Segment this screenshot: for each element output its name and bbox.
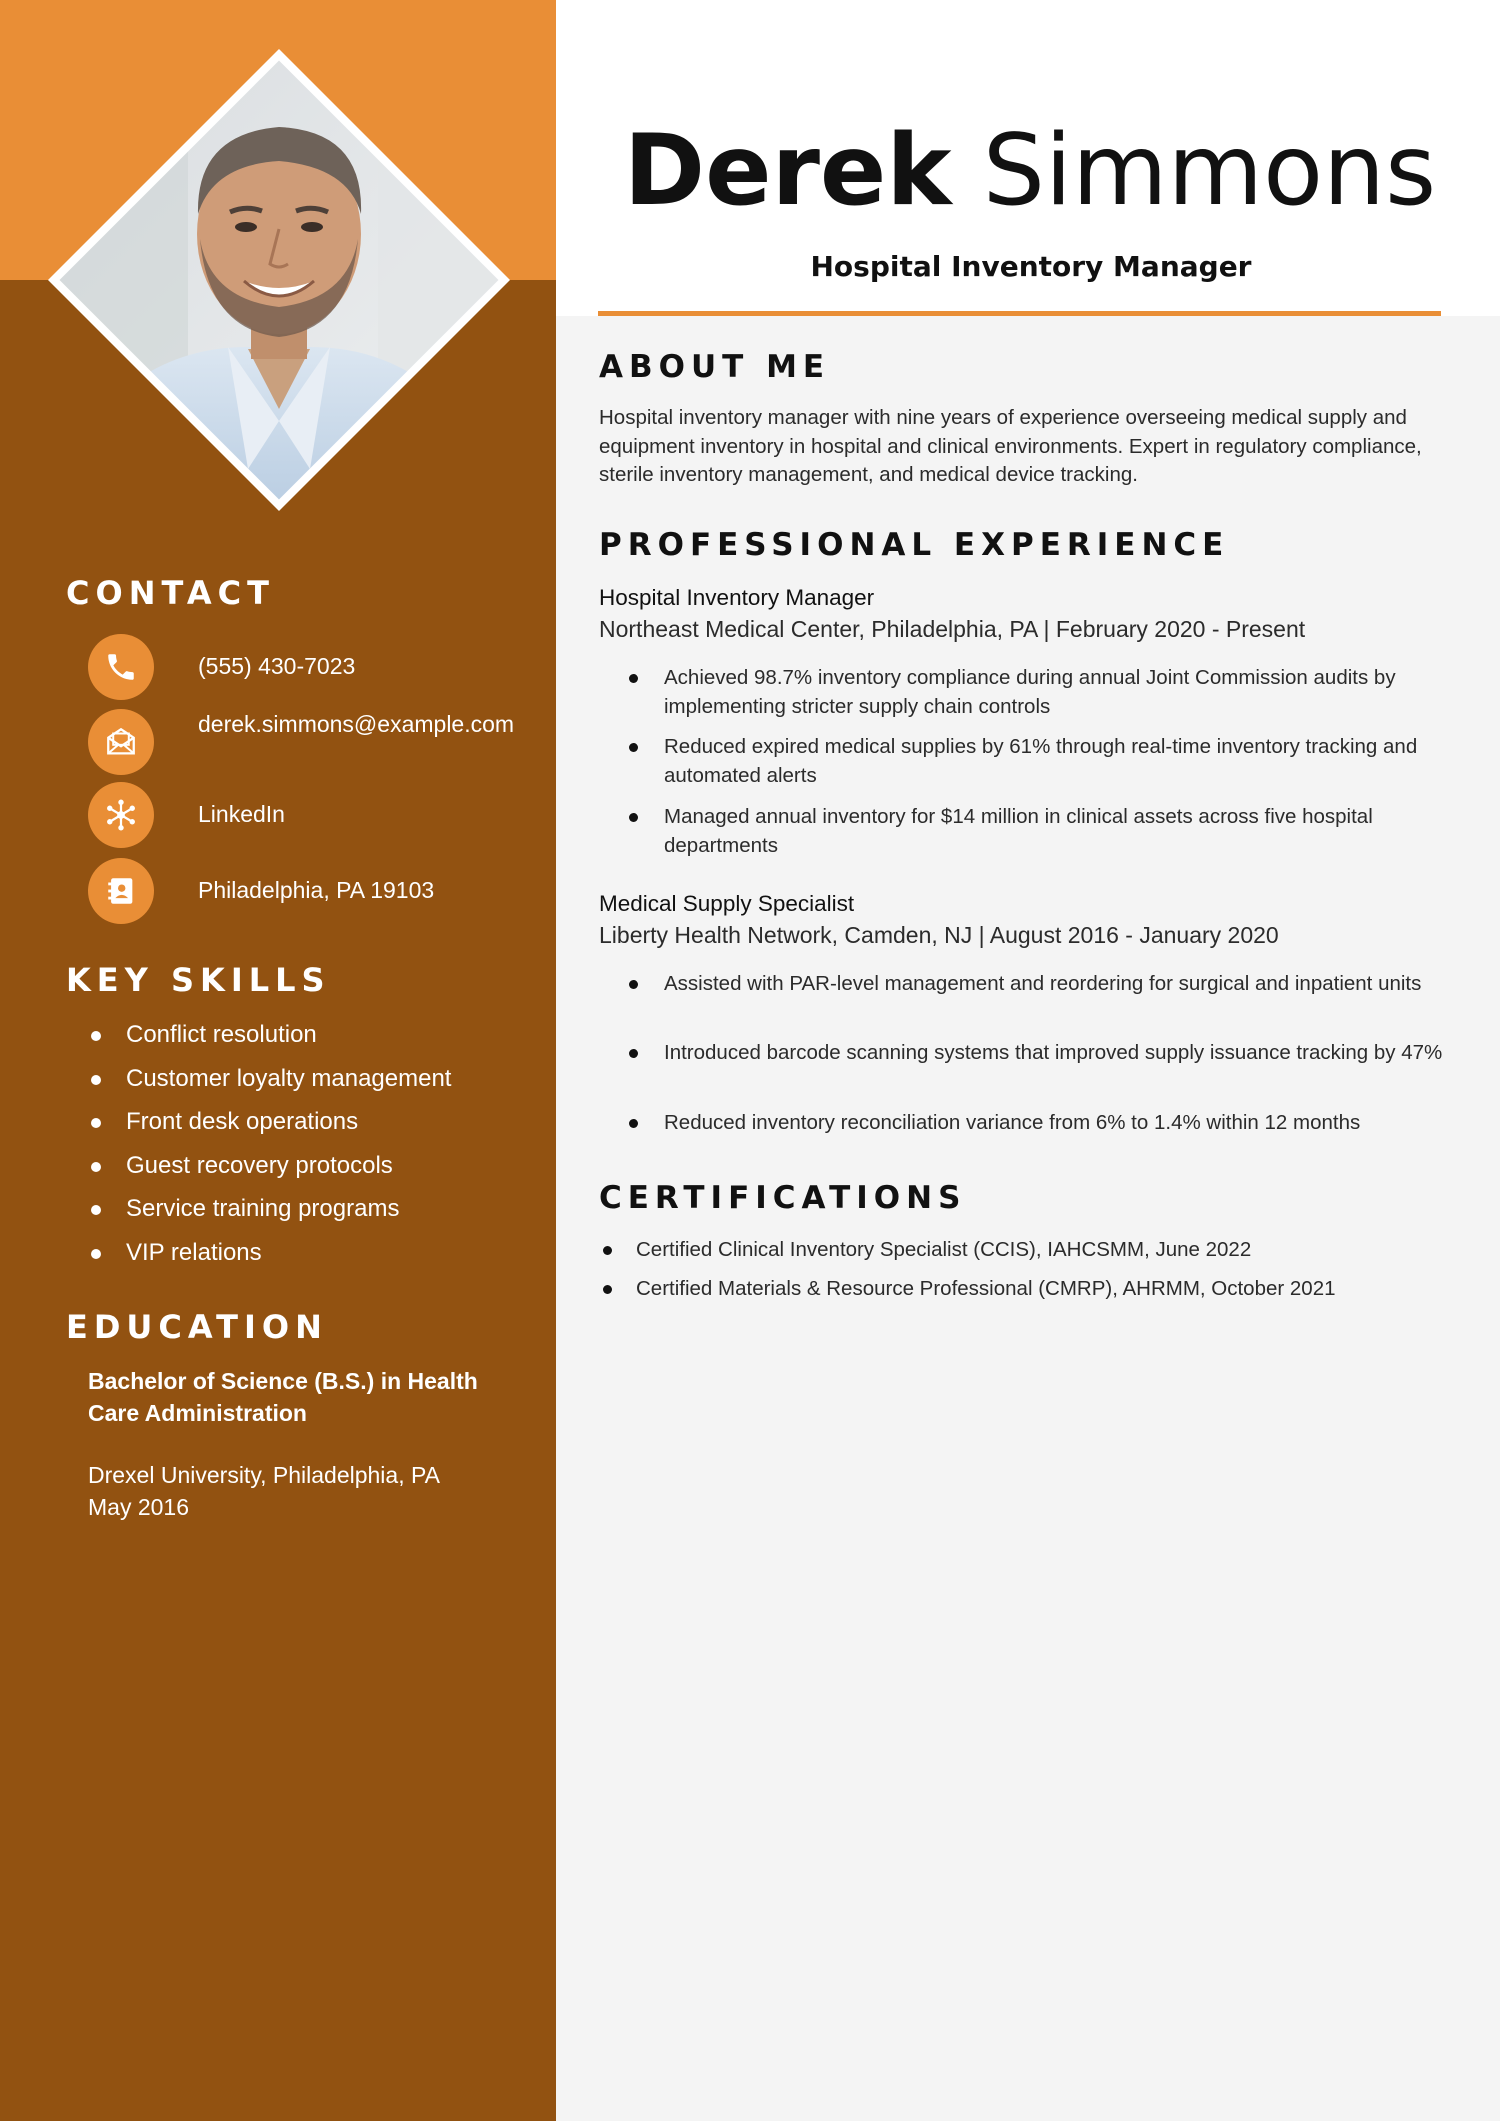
- contact-address-text: Philadelphia, PA 19103: [198, 877, 435, 903]
- candidate-name: [560, 114, 1500, 228]
- job-bullet: Assisted with PAR-level management and reordering for surgical and inpatient units: [664, 969, 1474, 998]
- job-company: Northeast Medical Center, Philadelphia, PA | February 2020 - Present: [599, 616, 1306, 642]
- contact-email: [88, 709, 515, 775]
- skills-heading: KEY SKILLS: [66, 961, 331, 999]
- job-role: Medical Supply Specialist: [599, 891, 855, 916]
- skill-item: VIP relations: [88, 1235, 451, 1279]
- job-company: Liberty Health Network, Camden, NJ | August 2016 - January 2020: [599, 922, 1279, 948]
- contact-email-text[interactable]: derek.simmons@example.com: [198, 711, 515, 737]
- skill-item: Customer loyalty management: [88, 1061, 451, 1105]
- contact-heading: CONTACT: [66, 574, 275, 612]
- certification-item: Certified Clinical Inventory Specialist (CCIS), IAHCSMM, June 2022: [636, 1235, 1486, 1264]
- contact-linkedin-text[interactable]: LinkedIn: [198, 801, 285, 827]
- last-name: Simmons: [982, 114, 1437, 228]
- job-bullet: Reduced expired medical supplies by 61% through real-time inventory tracking and automated alerts: [664, 732, 1474, 790]
- skill-item: Front desk operations: [88, 1104, 451, 1148]
- job-bullet: Introduced barcode scanning systems that improved supply issuance tracking by 47%: [664, 1038, 1474, 1067]
- education-date: May 2016: [88, 1494, 190, 1520]
- job-role: Hospital Inventory Manager: [599, 585, 875, 610]
- education-school: Drexel University, Philadelphia, PA: [88, 1462, 440, 1488]
- skill-item: Service training programs: [88, 1191, 451, 1235]
- certifications-heading: CERTIFICATIONS: [599, 1180, 967, 1216]
- skill-item: Guest recovery protocols: [88, 1148, 451, 1192]
- header-divider: [598, 311, 1441, 316]
- phone-icon: [88, 634, 154, 700]
- first-name: Derek: [623, 114, 952, 228]
- certification-item: Certified Materials & Resource Professional (CMRP), AHRMM, October 2021: [636, 1274, 1486, 1303]
- education-heading: EDUCATION: [66, 1308, 328, 1346]
- experience-heading: PROFESSIONAL EXPERIENCE: [599, 527, 1230, 563]
- address-icon: [88, 858, 154, 924]
- skills-list: [88, 1017, 451, 1278]
- contact-phone-text: (555) 430-7023: [198, 653, 356, 679]
- job-bullet: Reduced inventory reconciliation variance from 6% to 1.4% within 12 months: [664, 1108, 1474, 1137]
- email-icon: [88, 709, 154, 775]
- contact-address: [88, 858, 435, 924]
- linkedin-icon: [88, 782, 154, 848]
- about-heading: ABOUT ME: [599, 349, 831, 385]
- job-bullet: Achieved 98.7% inventory compliance during annual Joint Commission audits by implementing stricter supply chain controls: [664, 663, 1474, 721]
- about-text: Hospital inventory manager with nine years of experience overseeing medical supply and equipment inventory in hospital and clinical environments. Expert in regulatory compliance, sterile inventory management, and medical device tracking.: [599, 406, 1422, 486]
- job-bullet: Managed annual inventory for $14 million in clinical assets across five hospital departments: [664, 802, 1474, 860]
- job-title: Hospital Inventory Manager: [810, 250, 1252, 283]
- profile-photo: [48, 49, 510, 511]
- contact-linkedin: [88, 782, 285, 848]
- contact-phone: [88, 634, 356, 700]
- education-degree: Bachelor of Science (B.S.) in Health Care Administration: [88, 1368, 478, 1426]
- education-school-block: [88, 1459, 508, 1523]
- skill-item: Conflict resolution: [88, 1017, 451, 1061]
